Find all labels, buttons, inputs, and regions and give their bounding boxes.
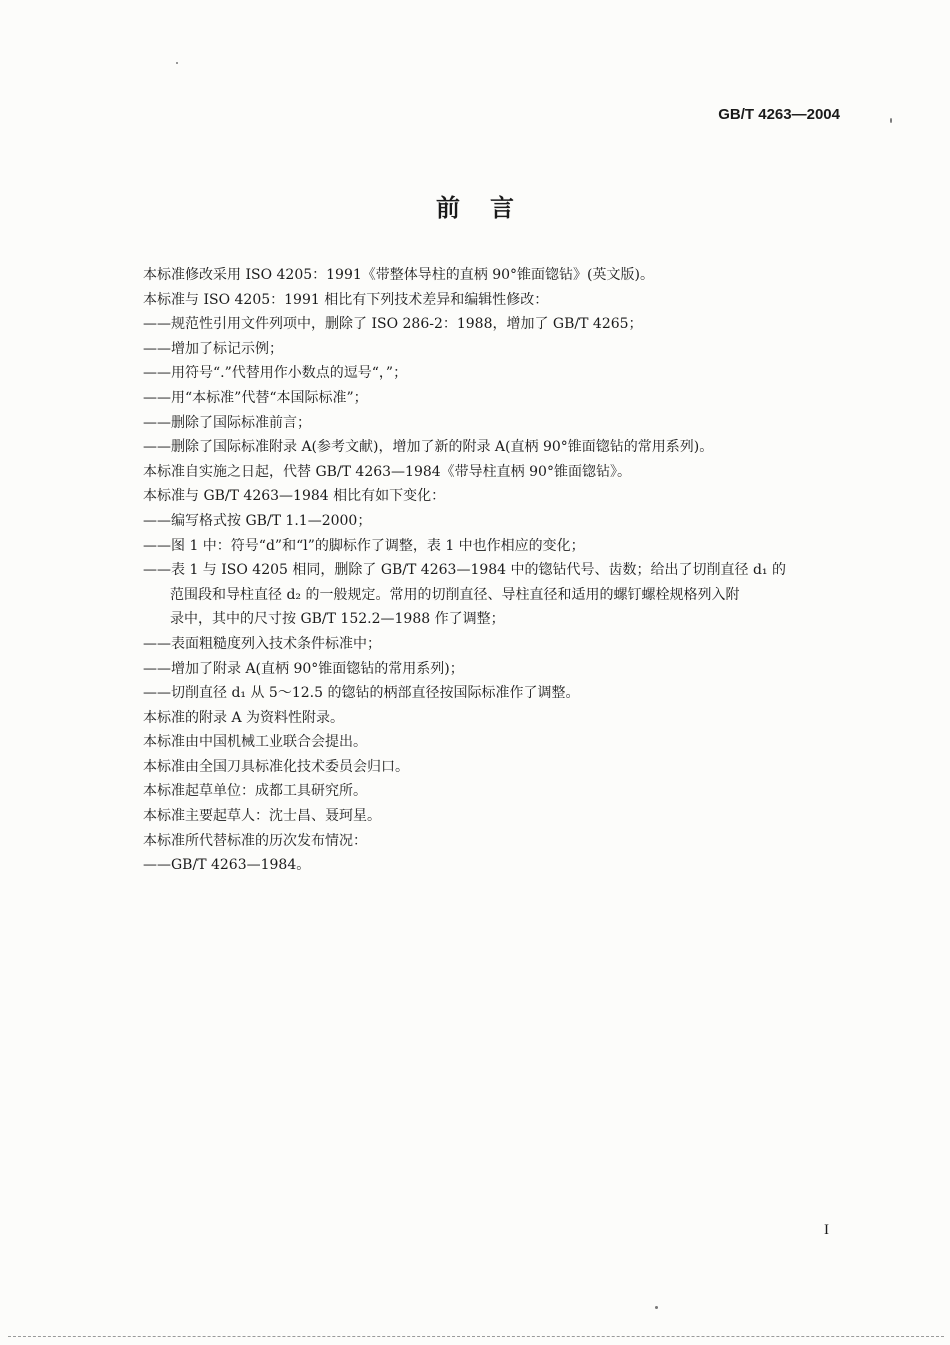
paragraph: 本标准自实施之日起，代替 GB/T 4263—1984《带导柱直柄 90°锥面锪钻》。 <box>143 463 631 480</box>
list-item-continuation: 范围段和导柱直径 d₂ 的一般规定。常用的切削直径、导柱直径和适用的螺钉螺栓规格列入附 <box>170 586 740 603</box>
paragraph: 本标准起草单位：成都工具研究所。 <box>143 783 367 800</box>
list-item: ——图 1 中：符号“d”和“l”的脚标作了调整，表 1 中也作相应的变化； <box>143 537 585 554</box>
paragraph: 本标准的附录 A 为资料性附录。 <box>143 709 345 726</box>
list-item: ——用符号“.”代替用作小数点的逗号“，”； <box>143 365 408 382</box>
paragraph: 本标准主要起草人：沈士昌、聂珂星。 <box>143 808 381 825</box>
list-item: ——规范性引用文件列项中，删除了 ISO 286-2：1988，增加了 GB/T 4265； <box>143 316 643 333</box>
list-item: ——删除了国际标准附录 A(参考文献)，增加了新的附录 A(直柄 90°锥面锪钻的常用系列)。 <box>143 439 714 456</box>
list-item: ——编写格式按 GB/T 1.1—2000； <box>143 512 372 529</box>
page-title: 前言 <box>436 193 544 222</box>
page-number: I <box>824 1222 829 1238</box>
list-item: ——增加了标记示例； <box>143 340 283 357</box>
paragraph: 本标准所代替标准的历次发布情况： <box>143 832 367 849</box>
list-item: ——用“本标准”代替“本国际标准”； <box>143 389 368 406</box>
scan-speck <box>655 1306 658 1309</box>
list-item: ——删除了国际标准前言； <box>143 414 311 431</box>
paragraph: 本标准由全国刀具标准化技术委员会归口。 <box>143 758 409 775</box>
list-item: ——表 1 与 ISO 4205 相同，删除了 GB/T 4263—1984 中的锪钻代号、齿数；给出了切削直径 d₁ 的 <box>143 562 786 579</box>
paragraph: 本标准与 GB/T 4263—1984 相比有如下变化： <box>143 488 446 505</box>
list-item-continuation: 录中，其中的尺寸按 GB/T 152.2—1988 作了调整； <box>170 611 505 628</box>
foreword-body <box>143 263 843 878</box>
paragraph: 本标准修改采用 ISO 4205：1991《带整体导柱的直柄 90°锥面锪钻》(英文版)。 <box>143 267 654 283</box>
list-item: ——切削直径 d₁ 从 5～12.5 的锪钻的柄部直径按国际标准作了调整。 <box>143 685 580 702</box>
scan-speck <box>890 118 892 123</box>
list-item: ——GB/T 4263—1984。 <box>143 857 311 874</box>
list-item: ——表面粗糙度列入技术条件标准中； <box>143 635 381 652</box>
scan-edge-line <box>8 1336 944 1337</box>
standard-code: GB/T 4263—2004 <box>718 106 840 123</box>
scan-speck <box>176 62 178 64</box>
paragraph: 本标准与 ISO 4205：1991 相比有下列技术差异和编辑性修改： <box>143 291 549 308</box>
paragraph: 本标准由中国机械工业联合会提出。 <box>143 734 367 751</box>
list-item: ——增加了附录 A(直柄 90°锥面锪钻的常用系列)； <box>143 660 464 677</box>
